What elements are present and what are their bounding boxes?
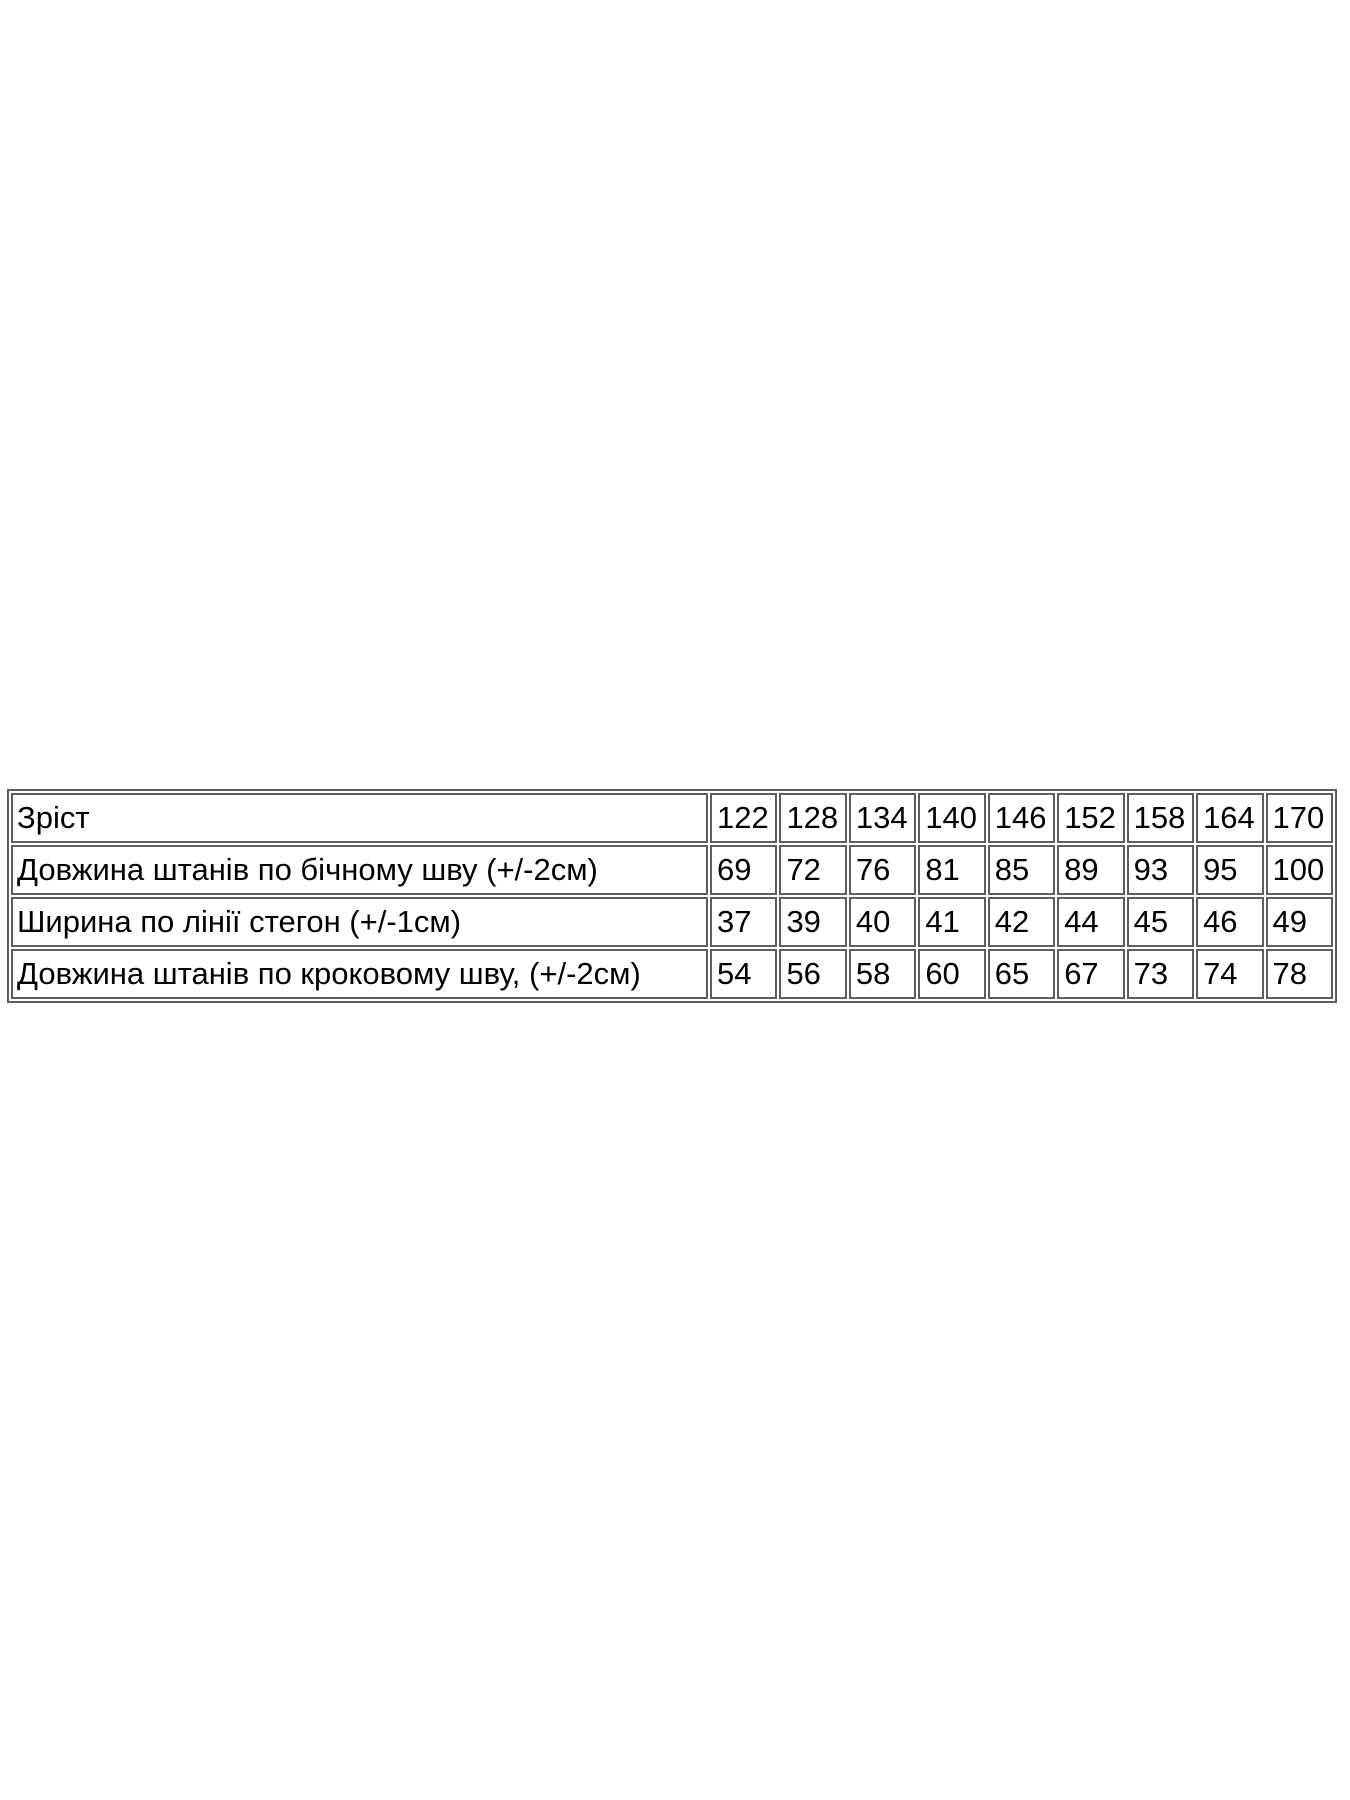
size-header-cell: 122: [710, 793, 777, 843]
table-row: [11, 897, 1333, 947]
size-chart-body: [11, 793, 1333, 999]
measurement-value-cell: 56: [779, 949, 846, 999]
measurement-value-cell: 41: [918, 897, 985, 947]
measurement-row-label: Довжина штанів по бічному шву (+/-2см): [11, 845, 708, 895]
size-header-cell: 128: [779, 793, 846, 843]
height-header-label: Зріст: [11, 793, 708, 843]
measurement-value-cell: 67: [1057, 949, 1124, 999]
measurement-value-cell: 49: [1266, 897, 1334, 947]
measurement-value-cell: 45: [1127, 897, 1194, 947]
table-row: [11, 949, 1333, 999]
measurement-row-label: Довжина штанів по кроковому шву, (+/-2см): [11, 949, 708, 999]
measurement-value-cell: 54: [710, 949, 777, 999]
measurement-value-cell: 73: [1127, 949, 1194, 999]
size-chart-table: [7, 789, 1337, 1003]
measurement-value-cell: 46: [1196, 897, 1263, 947]
size-header-cell: 146: [988, 793, 1055, 843]
measurement-value-cell: 100: [1266, 845, 1334, 895]
size-header-cell: 164: [1196, 793, 1263, 843]
measurement-value-cell: 93: [1127, 845, 1194, 895]
measurement-value-cell: 89: [1057, 845, 1124, 895]
measurement-value-cell: 72: [779, 845, 846, 895]
header-row: [11, 793, 1333, 843]
measurement-value-cell: 37: [710, 897, 777, 947]
measurement-value-cell: 74: [1196, 949, 1263, 999]
size-header-cell: 158: [1127, 793, 1194, 843]
measurement-value-cell: 58: [849, 949, 916, 999]
measurement-value-cell: 81: [918, 845, 985, 895]
size-header-cell: 170: [1266, 793, 1334, 843]
measurement-value-cell: 39: [779, 897, 846, 947]
measurement-row-label: Ширина по лінії стегон (+/-1см): [11, 897, 708, 947]
measurement-value-cell: 44: [1057, 897, 1124, 947]
measurement-value-cell: 76: [849, 845, 916, 895]
measurement-value-cell: 85: [988, 845, 1055, 895]
measurement-value-cell: 65: [988, 949, 1055, 999]
measurement-value-cell: 78: [1266, 949, 1334, 999]
measurement-value-cell: 42: [988, 897, 1055, 947]
measurement-value-cell: 69: [710, 845, 777, 895]
size-header-cell: 140: [918, 793, 985, 843]
measurement-value-cell: 40: [849, 897, 916, 947]
size-header-cell: 152: [1057, 793, 1124, 843]
measurement-value-cell: 60: [918, 949, 985, 999]
size-header-cell: 134: [849, 793, 916, 843]
table-row: [11, 845, 1333, 895]
size-chart-container: [7, 789, 1337, 1003]
measurement-value-cell: 95: [1196, 845, 1263, 895]
